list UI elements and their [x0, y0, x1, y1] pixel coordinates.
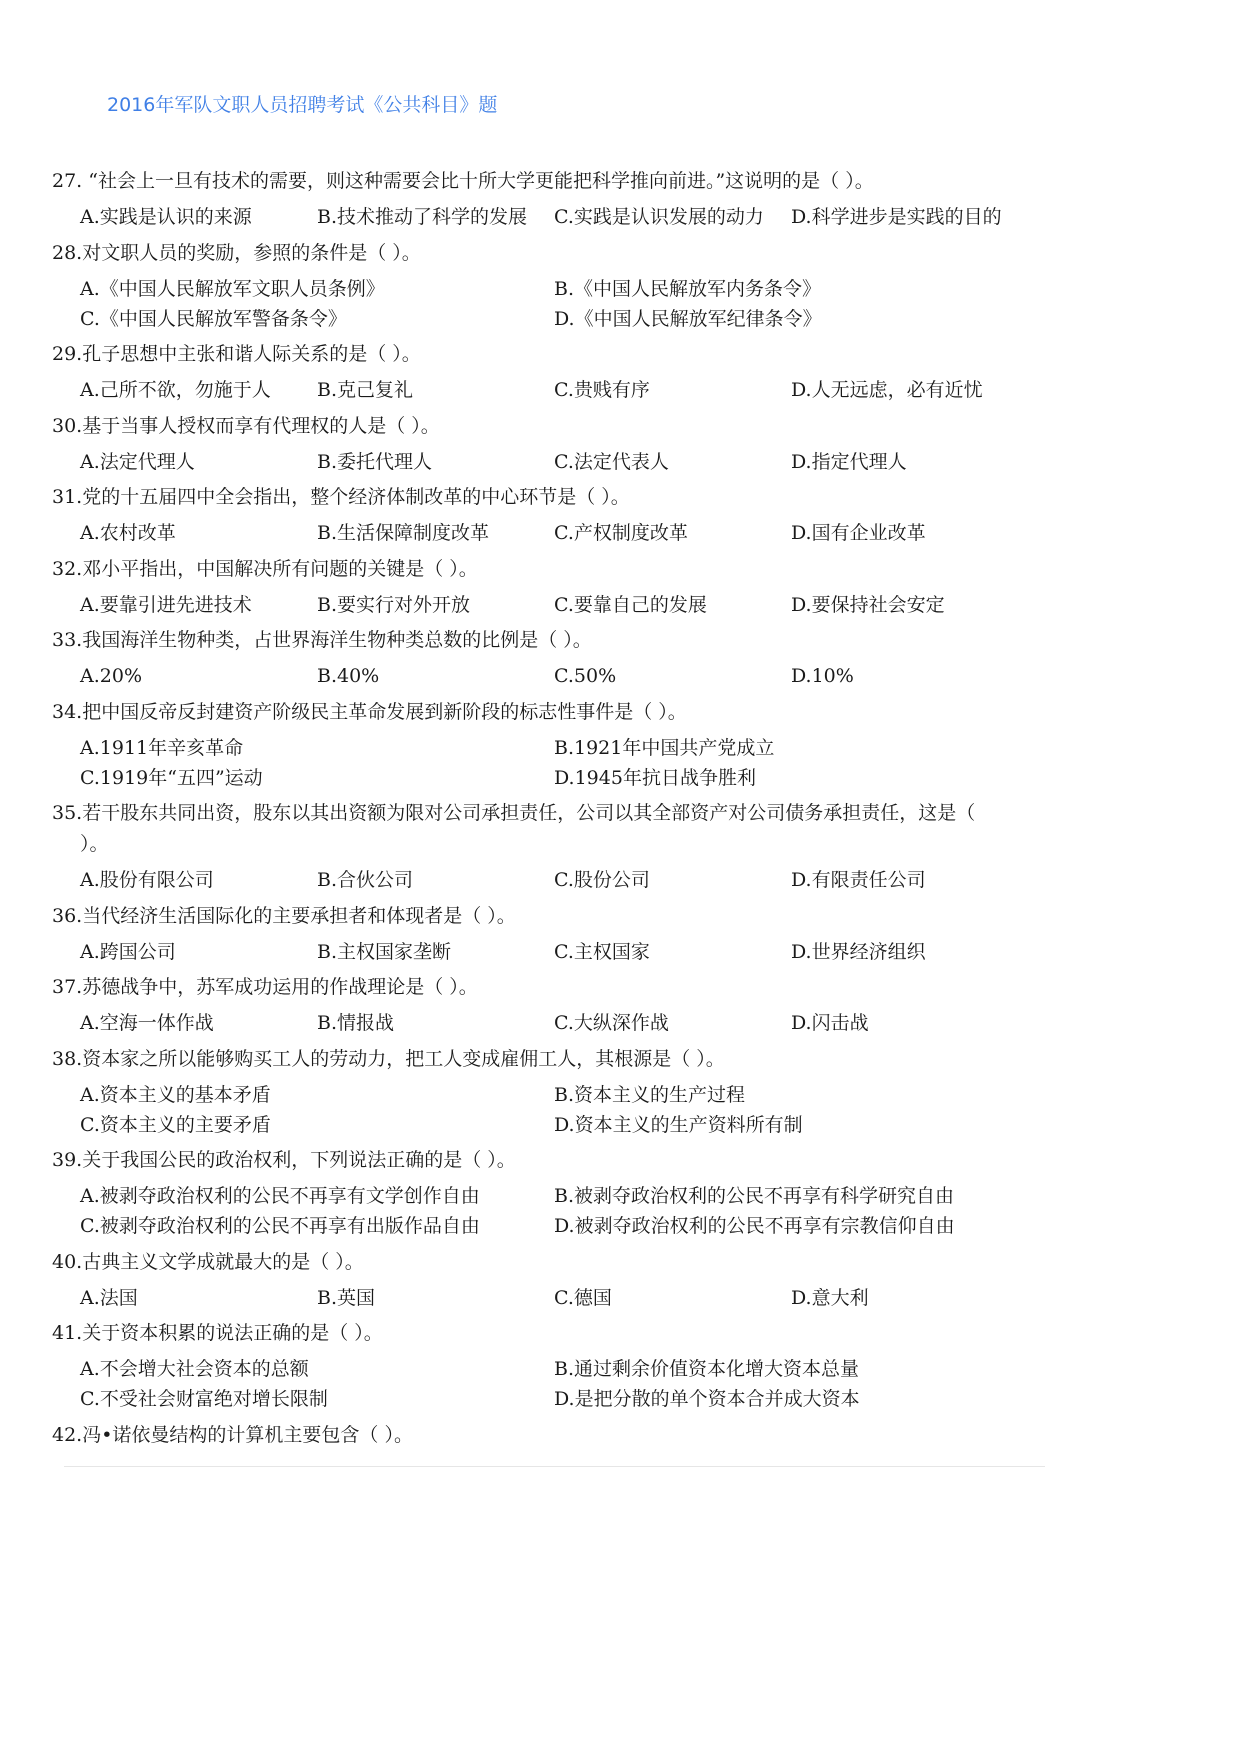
option-d: D.要保持社会安定 — [791, 593, 945, 616]
option-a: A.要靠引进先进技术 — [80, 593, 252, 616]
option-c: C.贵贱有序 — [554, 379, 650, 401]
option-c: C.《中国人民解放军警备条令》 — [80, 307, 347, 330]
option-d: D.国有企业改革 — [791, 522, 926, 544]
option-b: B.英国 — [317, 1286, 376, 1309]
option-b: B.委托代理人 — [317, 450, 433, 473]
option-b: B.情报战 — [317, 1012, 395, 1034]
option-d: D.科学进步是实践的目的 — [791, 206, 1002, 228]
option-c: C.1919年“五四”运动 — [80, 766, 263, 789]
option-d: D.10% — [791, 665, 854, 687]
question-text: 32.邓小平指出，中国解决所有问题的关键是（ ）。 — [52, 557, 478, 580]
option-b: B.合伙公司 — [317, 869, 414, 891]
option-d: D.《中国人民解放军纪律条令》 — [554, 307, 822, 330]
option-a: A.跨国公司 — [80, 940, 176, 963]
option-b: B.生活保障制度改革 — [317, 522, 490, 544]
option-b: B.40% — [317, 665, 380, 687]
question-text: 33.我国海洋生物种类，占世界海洋生物种类总数的比例是（ ）。 — [52, 629, 592, 651]
question-text: 42.冯•诺依曼结构的计算机主要包含（ ）。 — [52, 1423, 413, 1446]
question-text: 40.古典主义文学成就最大的是（ ）。 — [52, 1250, 364, 1273]
option-a: A.农村改革 — [80, 522, 176, 544]
document-title: 2016年军队文职人员招聘考试《公共科目》题 — [107, 94, 498, 116]
option-d: D.是把分散的单个资本合并成大资本 — [554, 1388, 860, 1410]
option-d: D.资本主义的生产资料所有制 — [554, 1113, 803, 1136]
option-c: C.产权制度改革 — [554, 522, 688, 544]
option-a: A.空海一体作战 — [80, 1012, 214, 1034]
option-b: B.1921年中国共产党成立 — [554, 736, 775, 759]
option-c: C.主权国家 — [554, 940, 650, 963]
option-d: D.被剥夺政治权利的公民不再享有宗教信仰自由 — [554, 1215, 955, 1237]
option-b: B.通过剩余价值资本化增大资本总量 — [554, 1358, 860, 1380]
option-c: C.资本主义的主要矛盾 — [80, 1113, 271, 1136]
option-c: C.要靠自己的发展 — [554, 593, 707, 616]
option-d: D.指定代理人 — [791, 450, 907, 473]
option-a: A.法国 — [80, 1286, 138, 1309]
option-d: D.意大利 — [791, 1286, 869, 1309]
question-text: 41.关于资本积累的说法正确的是（ ）。 — [52, 1322, 383, 1344]
question-text: 30.基于当事人授权而享有代理权的人是（ ）。 — [52, 414, 440, 437]
option-b: B.要实行对外开放 — [317, 593, 471, 616]
option-d: D.闪击战 — [791, 1012, 869, 1034]
option-d: D.世界经济组织 — [791, 940, 926, 963]
option-a: A.1911年辛亥革命 — [80, 736, 244, 759]
question-text: 38.资本家之所以能够购买工人的劳动力，把工人变成雇佣工人，其根源是（ ）。 — [52, 1047, 725, 1070]
question-text: 37.苏德战争中，苏军成功运用的作战理论是（ ）。 — [52, 976, 478, 998]
question-text: 28.对文职人员的奖励，参照的条件是（ ）。 — [52, 241, 421, 264]
option-b: B.《中国人民解放军内务条令》 — [554, 277, 822, 300]
option-c: C.大纵深作战 — [554, 1012, 669, 1034]
option-b: B.技术推动了科学的发展 — [317, 206, 528, 228]
option-a: A.资本主义的基本矛盾 — [80, 1083, 271, 1106]
option-d: D.1945年抗日战争胜利 — [554, 766, 756, 789]
option-b: B.资本主义的生产过程 — [554, 1083, 746, 1106]
question-text: 27. “社会上一旦有技术的需要，则这种需要会比十所大学更能把科学推向前进。”这说明的是（ ）。 — [52, 170, 874, 192]
option-c: C.股份公司 — [554, 869, 650, 891]
option-c: C.德国 — [554, 1286, 612, 1309]
option-c: C.法定代表人 — [554, 450, 669, 473]
option-a: A.己所不欲，勿施于人 — [80, 379, 271, 401]
question-text: 34.把中国反帝反封建资产阶级民主革命发展到新阶段的标志性事件是（ ）。 — [52, 700, 687, 723]
option-b: B.被剥夺政治权利的公民不再享有科学研究自由 — [554, 1185, 955, 1207]
option-d: D.人无远虑，必有近忧 — [791, 379, 983, 401]
option-b: B.主权国家垄断 — [317, 940, 452, 963]
option-a: A.《中国人民解放军文职人员条例》 — [80, 277, 385, 300]
option-b: B.克己复礼 — [317, 379, 414, 401]
question-text: 35.若干股东共同出资，股东以其出资额为限对公司承担责任，公司以其全部资产对公司债务承担责任，这是（ — [52, 802, 976, 824]
question-text: 31.党的十五届四中全会指出，整个经济体制改革的中心环节是（ ）。 — [52, 486, 630, 508]
option-a: A.20% — [80, 665, 142, 687]
option-a: A.实践是认识的来源 — [80, 206, 252, 228]
question-text: 29.孔子思想中主张和谐人际关系的是（ ）。 — [52, 343, 421, 365]
option-a: A.股份有限公司 — [80, 869, 214, 891]
footer-divider — [64, 1466, 1045, 1467]
option-c: C.被剥夺政治权利的公民不再享有出版作品自由 — [80, 1215, 480, 1237]
option-d: D.有限责任公司 — [791, 869, 926, 891]
question-text: 39.关于我国公民的政治权利，下列说法正确的是（ ）。 — [52, 1149, 516, 1171]
option-a: A.被剥夺政治权利的公民不再享有文学创作自由 — [80, 1185, 480, 1207]
option-c: C.50% — [554, 665, 617, 687]
option-a: A.不会增大社会资本的总额 — [80, 1358, 309, 1380]
option-a: A.法定代理人 — [80, 450, 195, 473]
option-c: C.不受社会财富绝对增长限制 — [80, 1388, 328, 1410]
option-c: C.实践是认识发展的动力 — [554, 206, 764, 228]
question-text: 36.当代经济生活国际化的主要承担者和体现者是（ ）。 — [52, 904, 516, 927]
question-text-continued: ）。 — [80, 833, 109, 855]
